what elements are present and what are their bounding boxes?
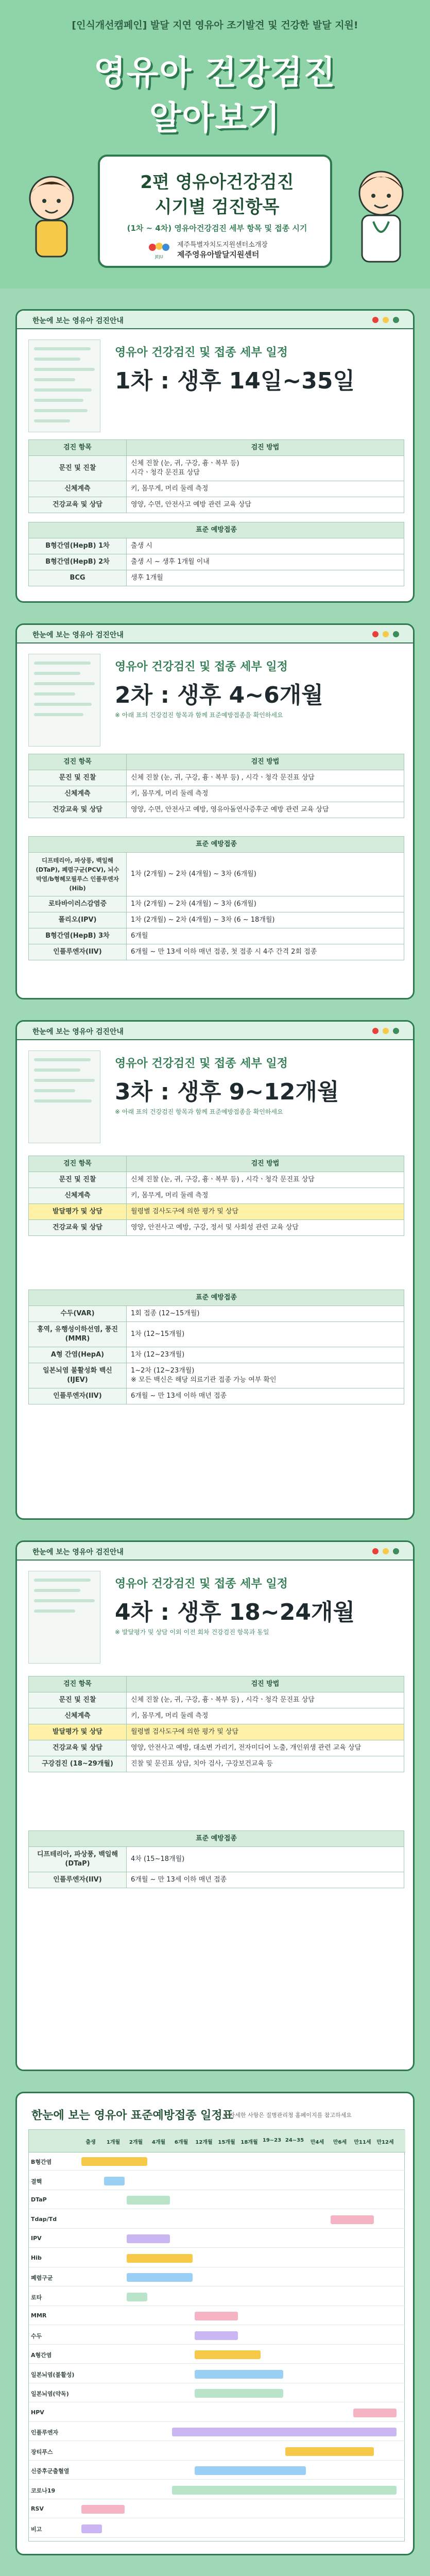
table-cell: 영양, 수면, 안전사고 예방 관련 교육 상담 bbox=[127, 497, 404, 513]
table-row bbox=[29, 1306, 404, 1322]
table-row bbox=[29, 570, 404, 586]
table-cell: 일본뇌염 불활성화 백신(IJEV) bbox=[29, 1363, 127, 1388]
org-line1: 제주특별자치도지원센터소개장 bbox=[177, 241, 268, 249]
section-tab bbox=[17, 625, 415, 643]
vaccine-header: 표준 예방접종 bbox=[29, 522, 404, 538]
schedule-row-label: 인플루엔자 bbox=[31, 2429, 59, 2436]
thumbnail-line bbox=[34, 1058, 91, 1061]
table-cell: 건강교육 및 상담 bbox=[29, 497, 127, 513]
thumbnail-line bbox=[34, 378, 75, 381]
checkup-table bbox=[28, 754, 404, 818]
episode-scope: (1차 ~ 4차) 영유아건강검진 세부 항목 및 접종 시기 bbox=[127, 224, 307, 233]
thumbnail-line bbox=[34, 368, 95, 371]
child-mascot-left-icon bbox=[15, 170, 88, 263]
table-row bbox=[29, 896, 404, 912]
window-dot-icon bbox=[393, 1548, 399, 1554]
window-dot-icon bbox=[383, 1548, 389, 1554]
table-cell: BCG bbox=[29, 570, 127, 586]
table-cell: 영양, 안전사고 예방, 대소변 가리기, 전자미디어 노출, 개인위생 관련 교육 상담 bbox=[127, 1740, 404, 1756]
thumbnail-image bbox=[28, 340, 100, 432]
schedule-row bbox=[29, 2307, 405, 2325]
schedule-row bbox=[29, 2327, 405, 2345]
table-cell: 문진 및 진찰 bbox=[29, 770, 127, 786]
window-dot-icon bbox=[393, 631, 399, 637]
table-row bbox=[29, 1872, 404, 1888]
section-note: ※ 발달평가 및 상담 이외 이전 회차 건강검진 항목과 동일 bbox=[115, 1629, 269, 1636]
table-row bbox=[29, 554, 404, 570]
table-cell: 건강교육 및 상담 bbox=[29, 1740, 127, 1756]
table-cell: 문진 및 진찰 bbox=[29, 1172, 127, 1188]
thumbnail-line bbox=[34, 682, 95, 685]
schedule-bar bbox=[104, 2177, 125, 2185]
episode-subtitle: 시기별 검진항목 bbox=[154, 197, 280, 217]
table-row bbox=[29, 944, 404, 960]
vaccine-table bbox=[28, 522, 404, 586]
schedule-column-label: 만11세 bbox=[354, 2140, 371, 2145]
schedule-bar bbox=[195, 2370, 283, 2379]
table-cell: 6개월 ~ 만 13세 이하 매년 접종, 첫 접종 시 4주 간격 2회 접종 bbox=[127, 944, 404, 960]
schedule-row bbox=[29, 2249, 405, 2267]
table-cell: 키, 몸무게, 머리 둘레 측정 bbox=[127, 1188, 404, 1204]
schedule-column-label: 19~23 bbox=[262, 2138, 282, 2143]
table-row bbox=[29, 1347, 404, 1363]
tab-label: 한눈에 보는 영유아 검진안내 bbox=[32, 631, 124, 639]
section-big-title: 4차 : 생후 18~24개월 bbox=[115, 1599, 355, 1625]
schedule-column-label: 12개월 bbox=[195, 2140, 213, 2145]
episode-title: 2편 영유아건강검진 bbox=[140, 172, 294, 193]
checkup-table bbox=[28, 439, 404, 513]
table-row bbox=[29, 1172, 404, 1188]
thumbnail-line bbox=[34, 703, 92, 706]
col-header-method: 검진 방법 bbox=[127, 440, 404, 456]
table-row bbox=[29, 1188, 404, 1204]
schedule-row bbox=[29, 2365, 405, 2383]
table-cell: 수두(VAR) bbox=[29, 1306, 127, 1322]
schedule-row bbox=[29, 2230, 405, 2248]
table-row bbox=[29, 1388, 404, 1404]
thumbnail-line bbox=[34, 388, 92, 392]
table-row bbox=[29, 1756, 404, 1772]
schedule-row bbox=[29, 2191, 405, 2209]
table-cell: 발달평가 및 상담 bbox=[29, 1204, 127, 1220]
table-cell: 표준 예방접종 bbox=[29, 1831, 404, 1847]
thumbnail-image bbox=[28, 1050, 100, 1143]
table-cell: 출생 시 bbox=[127, 538, 404, 554]
vaccine-table bbox=[28, 836, 404, 960]
vaccine-grid bbox=[28, 2129, 405, 2541]
table-cell: 영양, 수면, 안전사고 예방, 영유아돌연사증후군 예방 관련 교육 상담 bbox=[127, 802, 404, 818]
thumbnail-line bbox=[34, 713, 83, 716]
schedule-row-label: HPV bbox=[31, 2409, 44, 2416]
table-cell: 인플루엔자(IIV) bbox=[29, 1872, 127, 1888]
schedule-row bbox=[29, 2268, 405, 2286]
thumbnail-image bbox=[28, 654, 100, 747]
doctor-mascot-right-icon bbox=[342, 165, 420, 268]
table-cell: 진찰 및 문진표 상담, 치아 검사, 구강보건교육 등 bbox=[127, 1756, 404, 1772]
hero-banner bbox=[0, 0, 430, 289]
table-cell: 생후 1개월 bbox=[127, 570, 404, 586]
thumbnail-line bbox=[34, 1069, 80, 1072]
table-cell: 월령별 검사도구에 의한 평가 및 상담 bbox=[127, 1204, 404, 1220]
schedule-bar bbox=[195, 2466, 306, 2475]
table-cell: 6개월 ~ 만 13세 이하 매년 접종 bbox=[127, 1388, 404, 1404]
schedule-column-label: 18개월 bbox=[240, 2140, 258, 2145]
table-cell: 신체계측 bbox=[29, 1188, 127, 1204]
thumbnail-line bbox=[34, 1079, 95, 1082]
schedule-bar bbox=[353, 2409, 397, 2417]
table-cell: 신체계측 bbox=[29, 786, 127, 802]
table-cell: 문진 및 진찰 bbox=[29, 456, 127, 481]
schedule-bar bbox=[127, 2234, 170, 2243]
schedule-row bbox=[29, 2384, 405, 2402]
thumbnail-line bbox=[34, 1579, 91, 1582]
schedule-column-label: 6개월 bbox=[174, 2140, 188, 2145]
table-cell: 신체 진찰 (눈, 귀, 구강, 흉ㆍ복부 등) , 시각ㆍ청각 문진표 상담 bbox=[127, 1172, 404, 1188]
table-row bbox=[29, 802, 404, 818]
table-row bbox=[29, 1692, 404, 1708]
table-row-highlight bbox=[29, 1724, 404, 1740]
table-cell: 1회 접종 (12~15개월) bbox=[127, 1306, 404, 1322]
schedule-bar bbox=[172, 2428, 397, 2436]
schedule-row-label: 로타 bbox=[31, 2294, 42, 2301]
schedule-bar bbox=[81, 2505, 125, 2514]
schedule-row-label: 폐렴구균 bbox=[31, 2275, 53, 2281]
schedule-row-label: 일본뇌염(약독) bbox=[31, 2391, 69, 2397]
schedule-bar bbox=[195, 2389, 283, 2398]
table-cell: 검진 항목 bbox=[29, 1676, 127, 1692]
table-cell: 구강검진 (18~29개월) bbox=[29, 1756, 127, 1772]
table-cell: 검진 항목 bbox=[29, 754, 127, 770]
table-cell: B형간염(HepB) 3차 bbox=[29, 928, 127, 944]
schedule-row bbox=[29, 2211, 405, 2229]
table-cell: 1차 (2개월) ~ 2차 (4개월) ~ 3차 (6개월) bbox=[127, 853, 404, 896]
table-cell: 검진 항목 bbox=[29, 1156, 127, 1172]
table-row bbox=[29, 928, 404, 944]
schedule-column-label: 4개월 bbox=[151, 2140, 166, 2145]
section-note: ※ 아래 표의 건강검진 항목과 함께 표준예방접종을 확인하세요 bbox=[115, 1108, 283, 1115]
vaccine-table bbox=[28, 1831, 404, 1888]
section-checkup-2 bbox=[15, 623, 415, 999]
vaccine-table bbox=[28, 1290, 404, 1404]
table-row bbox=[29, 912, 404, 928]
table-cell: 홍역, 유행성이하선염, 풍진(MMR) bbox=[29, 1322, 127, 1347]
window-dot-icon bbox=[393, 317, 399, 323]
window-dot-icon bbox=[372, 317, 379, 323]
schedule-bar bbox=[172, 2486, 397, 2495]
table-cell: 키, 몸무게, 머리 둘레 측정 bbox=[127, 1708, 404, 1724]
vaccine-chart-title: 한눈에 보는 영유아 표준예방접종 일정표 bbox=[31, 2109, 233, 2122]
table-row bbox=[29, 837, 404, 853]
table-cell: 1차 (12~15개월) bbox=[127, 1322, 404, 1347]
col-header-item: 검진 항목 bbox=[29, 440, 127, 456]
schedule-row-label: DTaP bbox=[31, 2196, 47, 2203]
schedule-bar bbox=[127, 2254, 193, 2263]
table-cell: 6개월 bbox=[127, 928, 404, 944]
schedule-row-label: A형간염 bbox=[31, 2352, 52, 2359]
table-cell: 건강교육 및 상담 bbox=[29, 1220, 127, 1236]
table-cell: 월령별 검사도구에 의한 평가 및 상담 bbox=[127, 1724, 404, 1740]
thumbnail-line bbox=[34, 1089, 75, 1092]
table-cell: A형 간염(HepA) bbox=[29, 1347, 127, 1363]
table-cell: 1~2차 (12~23개월) ※ 모든 백신은 해당 의료기관 접종 가능 여부 확인 bbox=[127, 1363, 404, 1388]
table-row bbox=[29, 497, 404, 513]
schedule-row-label: 결핵 bbox=[31, 2178, 42, 2185]
window-dot-icon bbox=[372, 631, 379, 637]
section-tab bbox=[17, 1542, 415, 1561]
window-dot-icon bbox=[383, 1028, 389, 1034]
schedule-bar bbox=[81, 2157, 147, 2166]
vaccine-schedule-chart bbox=[15, 2092, 415, 2555]
organization-name bbox=[177, 240, 268, 260]
checkup-table bbox=[28, 1676, 404, 1772]
table-cell: B형간염(HepB) 1차 bbox=[29, 538, 127, 554]
thumbnail-line bbox=[34, 1099, 92, 1103]
schedule-row bbox=[29, 2346, 405, 2364]
thumbnail-line bbox=[34, 692, 75, 696]
schedule-row-label: Hib bbox=[31, 2254, 42, 2261]
thumbnail-line bbox=[34, 419, 70, 422]
section-note: ※ 아래 표의 건강검진 항목과 함께 표준예방접종을 확인하세요 bbox=[115, 711, 283, 719]
tab-label: 한눈에 보는 영유아 검진안내 bbox=[32, 1548, 124, 1556]
window-dot-icon bbox=[393, 1028, 399, 1034]
thumbnail-line bbox=[34, 672, 80, 675]
schedule-row bbox=[29, 2153, 405, 2171]
section-big-title: 1차 : 생후 14일~35일 bbox=[115, 368, 355, 394]
tab-label: 한눈에 보는 영유아 검진안내 bbox=[32, 317, 124, 325]
schedule-row-label: B형간염 bbox=[31, 2159, 52, 2165]
hero-title-line2: 알아보기 bbox=[149, 99, 281, 138]
schedule-row-label: 신증후군출혈열 bbox=[31, 2468, 70, 2475]
schedule-column-label: 출생 bbox=[85, 2140, 96, 2145]
table-cell: 인플루엔자(IIV) bbox=[29, 1388, 127, 1404]
schedule-column-label: 1개월 bbox=[106, 2140, 121, 2145]
table-cell: 폴리오(IPV) bbox=[29, 912, 127, 928]
section-checkup-1 bbox=[15, 309, 415, 603]
table-cell: 신체 진찰 (눈, 귀, 구강, 흉ㆍ복부 등) , 시각ㆍ청각 문진표 상담 bbox=[127, 1692, 404, 1708]
table-cell: 건강교육 및 상담 bbox=[29, 802, 127, 818]
schedule-column-label: 만6세 bbox=[333, 2140, 347, 2145]
schedule-row-label: 코로나19 bbox=[31, 2487, 56, 2494]
section-subheading: 영유아 건강검진 및 접종 세부 일정 bbox=[115, 660, 288, 673]
table-cell: 디프테리아, 파상풍, 백일해(DTaP) bbox=[29, 1847, 127, 1872]
table-row bbox=[29, 1740, 404, 1756]
schedule-column-label: 2개월 bbox=[129, 2140, 143, 2145]
schedule-bar bbox=[195, 2331, 238, 2340]
window-dot-icon bbox=[372, 1028, 379, 1034]
schedule-bar bbox=[285, 2447, 374, 2456]
table-row bbox=[29, 1831, 404, 1847]
table-row bbox=[29, 1847, 404, 1872]
schedule-row-label: Tdap/Td bbox=[31, 2215, 57, 2223]
schedule-bar bbox=[81, 2524, 102, 2533]
table-row bbox=[29, 853, 404, 896]
table-row bbox=[29, 754, 404, 770]
schedule-row bbox=[29, 2520, 405, 2538]
schedule-row-label: MMR bbox=[31, 2312, 47, 2319]
section-subheading: 영유아 건강검진 및 접종 세부 일정 bbox=[115, 1057, 288, 1070]
table-row bbox=[29, 1220, 404, 1236]
schedule-column-label: 만12세 bbox=[376, 2140, 394, 2145]
table-cell: B형간염(HepB) 2차 bbox=[29, 554, 127, 570]
schedule-column-label: 24~35 bbox=[285, 2138, 304, 2143]
window-dot-icon bbox=[372, 1548, 379, 1554]
table-row bbox=[29, 456, 404, 481]
thumbnail-line bbox=[34, 1599, 95, 1602]
checkup-table bbox=[28, 1156, 404, 1236]
section-subheading: 영유아 건강검진 및 접종 세부 일정 bbox=[115, 1578, 288, 1590]
thumbnail-line bbox=[34, 358, 80, 361]
table-cell: 신체 진찰 (눈, 귀, 구강, 흉ㆍ복부 등) , 시각ㆍ청각 문진표 상담 bbox=[127, 770, 404, 786]
section-checkup-3 bbox=[15, 1020, 415, 1520]
section-tab bbox=[17, 311, 415, 329]
schedule-row bbox=[29, 2172, 405, 2190]
window-dot-icon bbox=[383, 317, 389, 323]
table-row bbox=[29, 1290, 404, 1306]
vaccine-chart-note: ※ 자세한 사항은 질병관리청 홈페이지를 참고하세요 bbox=[223, 2112, 352, 2119]
schedule-row bbox=[29, 2481, 405, 2499]
table-row bbox=[29, 538, 404, 554]
table-cell: 문진 및 진찰 bbox=[29, 1692, 127, 1708]
table-cell: 출생 시 ~ 생후 1개월 이내 bbox=[127, 554, 404, 570]
hero-title-line1: 영유아 건강검진 bbox=[93, 54, 337, 92]
table-cell: 발달평가 및 상담 bbox=[29, 1724, 127, 1740]
section-tab bbox=[17, 1022, 415, 1040]
table-cell: 키, 몸무게, 머리 둘레 측정 bbox=[127, 481, 404, 497]
table-cell: 6개월 ~ 만 13세 이하 매년 접종 bbox=[127, 1872, 404, 1888]
schedule-row-label: 장티푸스 bbox=[31, 2448, 53, 2455]
schedule-row bbox=[29, 2443, 405, 2461]
table-cell: 표준 예방접종 bbox=[29, 837, 404, 853]
table-cell: 4차 (15~18개월) bbox=[127, 1847, 404, 1872]
table-row bbox=[29, 1708, 404, 1724]
thumbnail-line bbox=[34, 347, 91, 350]
table-row bbox=[29, 1363, 404, 1388]
thumbnail-line bbox=[34, 399, 83, 402]
thumbnail-line bbox=[34, 409, 88, 412]
hero-title-card bbox=[98, 155, 332, 268]
section-checkup-4 bbox=[15, 1540, 415, 2071]
table-row bbox=[29, 481, 404, 497]
table-cell: 표준 예방접종 bbox=[29, 1290, 404, 1306]
center-logo-icon bbox=[147, 241, 171, 260]
vaccine-grid-header bbox=[29, 2130, 405, 2153]
table-cell: 신체 진찰 (눈, 귀, 구강, 흉ㆍ복부 등) 시각ㆍ청각 문진표 상담 bbox=[127, 456, 404, 481]
table-row bbox=[29, 786, 404, 802]
table-row bbox=[29, 1676, 404, 1692]
table-cell: 1차 (12~23개월) bbox=[127, 1347, 404, 1363]
schedule-row bbox=[29, 2404, 405, 2422]
table-row-highlight bbox=[29, 1204, 404, 1220]
schedule-bar bbox=[127, 2293, 147, 2301]
table-cell: 검진 방법 bbox=[127, 1156, 404, 1172]
table-cell: 1차 (2개월) ~ 2차 (4개월) ~ 3차 (6 ~ 18개월) bbox=[127, 912, 404, 928]
table-row bbox=[29, 440, 404, 456]
schedule-bar bbox=[195, 2350, 261, 2359]
table-row bbox=[29, 1322, 404, 1347]
schedule-row-label: IPV bbox=[31, 2235, 42, 2242]
tab-label: 한눈에 보는 영유아 검진안내 bbox=[32, 1028, 124, 1036]
schedule-row-label: 비고 bbox=[31, 2526, 42, 2533]
campaign-topline: [인식개선캠페인] 발달 지연 영유아 조기발견 및 건강한 발달 지원! bbox=[72, 20, 358, 31]
thumbnail-line bbox=[34, 662, 91, 665]
schedule-bar bbox=[331, 2215, 374, 2224]
table-cell: 키, 몸무게, 머리 둘레 측정 bbox=[127, 786, 404, 802]
window-dot-icon bbox=[383, 631, 389, 637]
section-big-title: 2차 : 생후 4~6개월 bbox=[115, 682, 323, 708]
table-cell: 디프테리아, 파상풍, 백일해(DTaP), 폐렴구균(PCV), 뇌수막염/b형헤모필루스 인플루엔자(Hib) bbox=[29, 853, 127, 896]
schedule-column-label: 만4세 bbox=[310, 2140, 324, 2145]
table-row bbox=[29, 770, 404, 786]
org-line2: 제주영유아발달지원센터 bbox=[177, 250, 260, 259]
schedule-bar bbox=[127, 2196, 170, 2205]
schedule-bar bbox=[195, 2312, 238, 2320]
table-cell: 1차 (2개월) ~ 2차 (4개월) ~ 3차 (6개월) bbox=[127, 896, 404, 912]
schedule-row bbox=[29, 2462, 405, 2480]
section-subheading: 영유아 건강검진 및 접종 세부 일정 bbox=[115, 346, 288, 359]
table-cell: 인플루엔자(IIV) bbox=[29, 944, 127, 960]
thumbnail-image bbox=[28, 1571, 100, 1664]
schedule-row-label: 일본뇌염(불활성) bbox=[31, 2371, 75, 2378]
schedule-row bbox=[29, 2288, 405, 2306]
table-cell: 영양, 안전사고 예방, 구강, 정서 및 사회성 관련 교육 상담 bbox=[127, 1220, 404, 1236]
table-cell: 로타바이러스감염증 bbox=[29, 896, 127, 912]
schedule-bar bbox=[127, 2273, 193, 2282]
table-cell: 검진 방법 bbox=[127, 1676, 404, 1692]
table-cell: 신체계측 bbox=[29, 481, 127, 497]
table-cell: 검진 방법 bbox=[127, 754, 404, 770]
table-row bbox=[29, 1156, 404, 1172]
logo-text: JEJU bbox=[155, 255, 163, 259]
schedule-row-label: RSV bbox=[31, 2505, 44, 2512]
thumbnail-line bbox=[34, 1609, 75, 1613]
thumbnail-line bbox=[34, 1589, 80, 1592]
table-row bbox=[29, 522, 404, 538]
schedule-column-label: 15개월 bbox=[218, 2140, 235, 2145]
section-big-title: 3차 : 생후 9~12개월 bbox=[115, 1079, 339, 1105]
schedule-row bbox=[29, 2500, 405, 2518]
schedule-row-label: 수두 bbox=[31, 2332, 42, 2340]
schedule-row bbox=[29, 2423, 405, 2441]
table-cell: 신체계측 bbox=[29, 1708, 127, 1724]
